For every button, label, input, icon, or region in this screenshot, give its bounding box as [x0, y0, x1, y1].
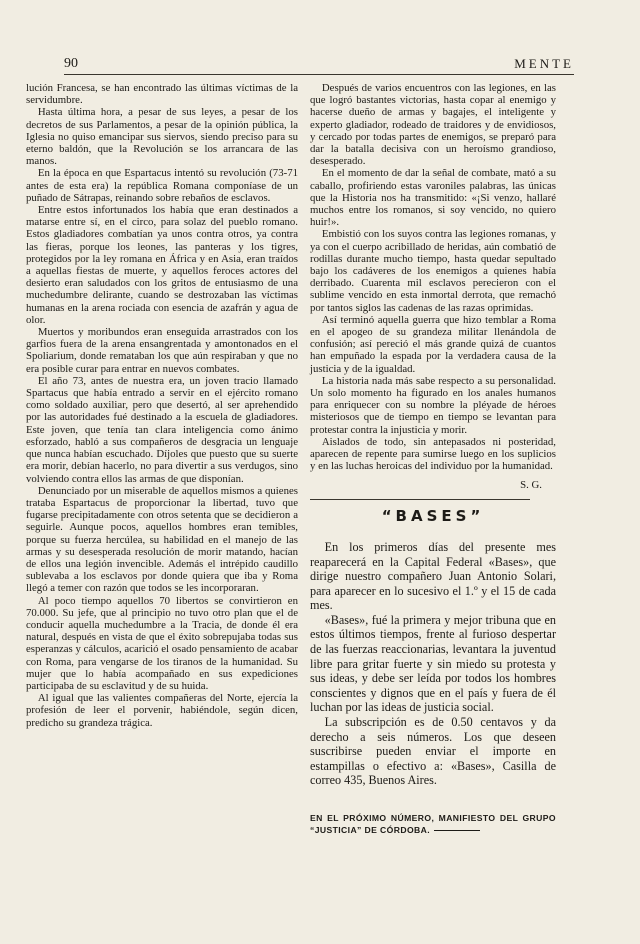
left-column	[26, 82, 298, 729]
bases-heading: “BASES”	[381, 506, 485, 525]
next-issue-notice	[310, 812, 556, 836]
bases-paragraph: En los primeros días del presente mes reaparecerá en la Capital Federal «Bases», que dirige nuestro compañero Juan Antonio Solari, para aparecer en lo sucesivo el 1.º y el 15 de cada mes.	[310, 539, 556, 613]
article-paragraph: Entre estos infortunados los había que eran destinados a matarse entre sí, en el circo, para solaz del pueblo romano. Estos gladiadores combatían ya unos contra otros, ya contra las fieras, porque los leones, las panteras y los tigres, protegidos por la ley romana en África y en Asia, eran traídos a aquellas fiestas de muerte, y aquellos feroces actores del desierto eran saludados con los gritos de entusiasmo de una muchedumbre delirante, cuando se destrozaban las víctimas humanas en la arena rociada con esencia de azafrán y agua de olor.	[26, 204, 298, 326]
article-paragraph: En la época en que Espartacus intentó su revolución (73-71 antes de esta era) la república Romana componíase de un puñado de Sátrapas, reinando sobre rebaños de esclavos.	[26, 167, 298, 204]
bases-paragraph: «Bases», fué la primera y mejor tribuna que en estos últimos tiempos, frente al furioso despertar de las fuerzas reaccionarias, levantara la juventud libre para gritar fuerte y sin miedo su protesta y sus ideas, y debe ser leída por todos los hombres conscientes y dignos que en el país y fuera de él luchan por las ideas de justicia social.	[310, 612, 556, 715]
right-column	[310, 82, 556, 836]
article-paragraph: Hasta última hora, a pesar de sus leyes, a pesar de los decretos de sus Parlamentos, a pesar de la opinión pública, la Iglesia no quiso emancipar sus siervos, siendo preciso para su eterno baldón, que la Revolución se los arrancara de las manos.	[26, 106, 298, 168]
article-paragraph: Así terminó aquella guerra que hizo temblar a Roma en el apogeo de su grandeza militar llenándola de confusión; así pereció el más grande quizá de cuantos han empuñado la espada por la verdadera causa de la justicia y de la igualdad.	[310, 313, 556, 375]
magazine-title: MENTE	[514, 56, 574, 71]
article-paragraph: En el momento de dar la señal de combate, mató a su caballo, profiriendo estas varoniles palabras, las únicas que la Historia nos ha transmitido: «¡Si venzo, hallaré muchos entre los romanos, si soy vencido, no quiero huir!».	[310, 167, 556, 229]
article-signature: S. G.	[520, 478, 542, 491]
article-paragraph: Embistió con los suyos contra las legiones romanas, y ya con el cuerpo acribillado de heridas, aún combatió de rodillas durante mucho tiempo, hasta quedar sepultado bajo los cadáveres de los enemigos a quienes había derribado. Cuarenta mil esclavos perecieron con el sublime vencido en esta inmortal derrota, que remachó por tantos siglos las cadenas de las razas oprimidas.	[310, 228, 556, 314]
notice-rule	[434, 830, 480, 831]
article-paragraph: lución Francesa, se han encontrado las últimas víctimas de la servidumbre.	[26, 82, 298, 107]
article-paragraph: Al igual que las valientes compañeras del Norte, ejercía la profesión de leer el porvenir, habiéndole, según dicen, predicho su grandeza trágica.	[26, 692, 298, 729]
page-number: 90	[64, 56, 78, 71]
article-paragraph: Al poco tiempo aquellos 70 libertos se convirtieron en 70.000. Su jefe, que al principio no tuvo otro plan que el de conducir aquella muchedumbre a la Tracia, de donde él era natural, después en vista de que el éxito sobrepujaba todas sus esperanzas y cálculos, acarició el osado pensamiento de acabar con Roma, para vengarse de los tiranos de la humanidad. Su mujer que lo había acompañado en sus expediciones participaba de su esclavitud y de su huida.	[26, 594, 298, 692]
article-paragraph: Aislados de todo, sin antepasados ni posteridad, aparecen de repente para sumirse luego en los suplicios y en las luchas heroicas del individuo por la humanidad.	[310, 435, 556, 473]
next-issue-text: EN EL PRÓXIMO NÚMERO, MANIFIESTO DEL GRUPO “JUSTICIA” DE CÓRDOBA.	[310, 813, 556, 835]
bases-announcement	[310, 540, 556, 788]
article-paragraph: Muertos y moribundos eran enseguida arrastrados con los garfios fuera de la arena ensangrentada y amontonados en el Spoliarium, donde remataban los que aún respiraban y que no era posible curar para entrar en nuevos combates.	[26, 326, 298, 375]
article-paragraph: Denunciado por un miserable de aquellos mismos a quienes trataba Espartacus de proporcionar la libertad, tuvo que fugarse precipitadamente con otros setenta que se decidieron a seguirle. Aunque pocos, aquellos hombres eran temibles, porque su fuerza hercúlea, su habilidad en el manejo de las armas y su desesperada resolución de morir matando, hacían de ellos una legión invencible. Además el intrépido caudillo sublevaba a los esclavos por donde quiera que iba y Roma llegó a temer con razón que todos se les incorporaran.	[26, 484, 298, 595]
page-header	[64, 52, 574, 75]
article-paragraph: Después de varios encuentros con las legiones, en las que logró bastantes victorias, hasta copar al enemigo y hacerse dueño de armas y bagajes, el inteligente y experto gladiador, rodeado de traidores y de envidiosos, y cercado por todas partes de enemigos, se preparó para dar la batalla decisiva con un heroísmo grandioso, desesperado.	[310, 82, 556, 168]
bases-paragraph: La subscripción es de 0.50 centavos y da derecho a seis números. Los que deseen suscribirse pueden enviar el importe en estampillas o efectivo a: «Bases», Casilla de correo 435, Buenos Aires.	[310, 715, 556, 788]
section-divider	[310, 499, 530, 500]
article-paragraph: La historia nada más sabe respecto a su personalidad. Un solo momento ha figurado en los anales humanos para enriquecer con su nombre la pléyade de héroes misteriosos que de tiempo en tiempo se levantan para protestar contra la injusticia y morir.	[310, 374, 556, 436]
article-paragraph: El año 73, antes de nuestra era, un joven tracio llamado Spartacus que había entrado a servir en el ejército romano como soldado auxiliar, pero que desertó, al ser aprehendido por las autoridades fué destinado a la escuela de gladiadores. Este joven, que tenía tan clara inteligencia como ánimo esforzado, habló a sus compañeros de desgracia un lenguaje que nunca habían escuchado. Díjoles que puesto que su suerte era morir, debían hacerlo, no para divertir a sus verdugos, sino volviendo contra ellos las armas de que disponían.	[26, 374, 298, 485]
